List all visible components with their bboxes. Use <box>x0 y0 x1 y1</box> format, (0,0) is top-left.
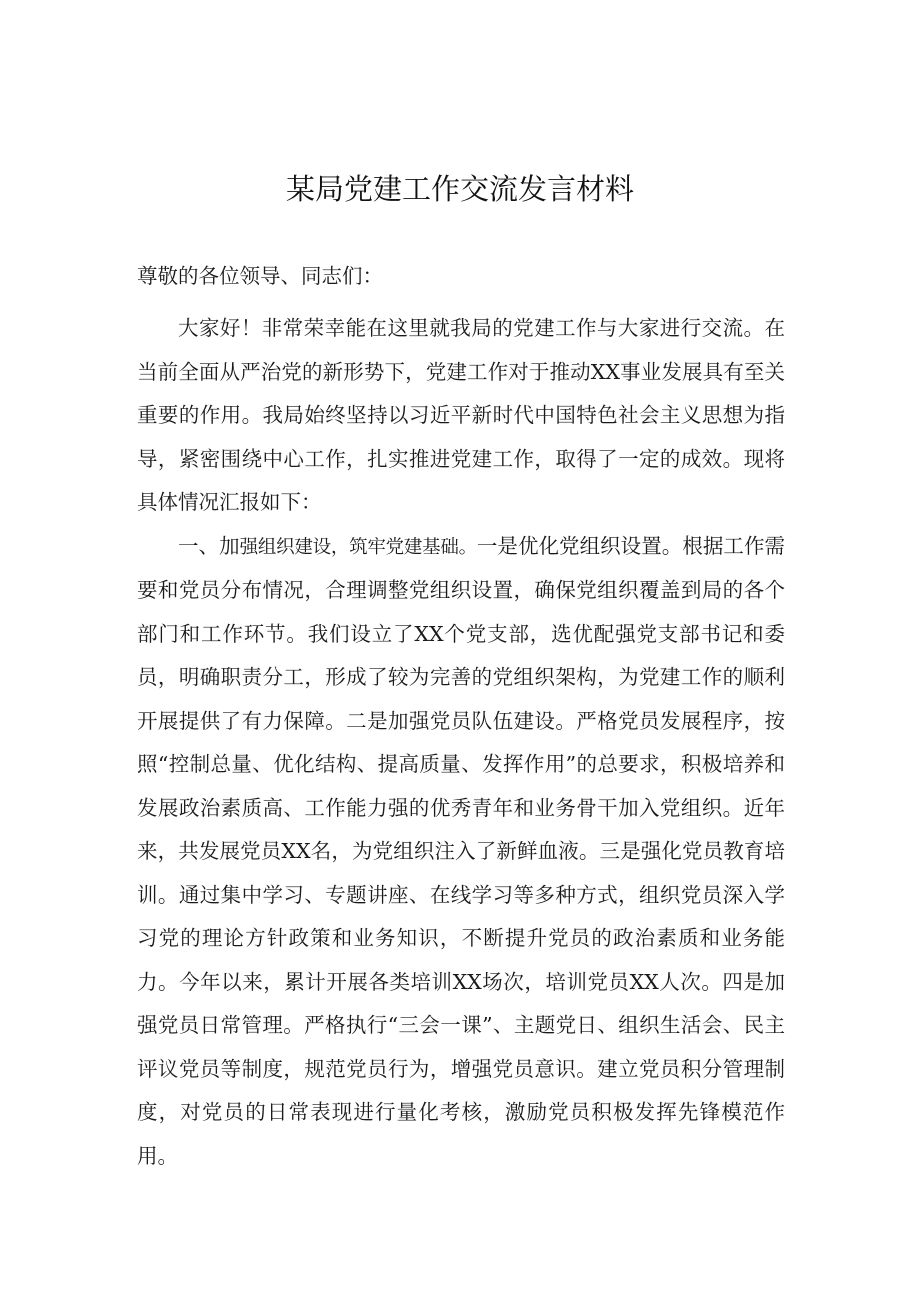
document-body <box>137 307 785 1178</box>
section-one-heading: 强组织建设，筑牢党建基础。 <box>239 536 477 558</box>
section-one-paragraph <box>137 525 785 1179</box>
section-one-prefix: 一、加 <box>178 533 240 558</box>
salutation: 尊敬的各位领导、同志们： <box>137 264 383 288</box>
intro-paragraph: 大家好！非常荣幸能在这里就我局的党建工作与大家进行交流。在当前全面从严治党的新形势下，党建工作对于推动XX事业发展具有至关重要的作用。我局始终坚持以习近平新时代中国特色社会主义思想为指导，紧密围绕中心工作，扎实推进党建工作，取得了一定的成效。现将具体情况汇报如下： <box>137 316 785 514</box>
section-one-body: 一是优化党组织设置。根据工作需要和党员分布情况，合理调整党组织设置，确保党组织覆盖到局的各个部门和工作环节。我们设立了XX个党支部，选优配强党支部书记和委员，明确职责分工，形成了较为完善的党组织架构，为党建工作的顺利开展提供了有力保障。二是加强党员队伍建设。严格党员发展程序，按照“控制总量、优化结构、提高质量、发挥作用”的总要求，积极培养和发展政治素质高、工作能力强的优秀青年和业务骨干加入党组织。近年来，共发展党员XX名，为党组织注入了新鲜血液。三是强化党员教育培训。通过集中学习、专题讲座、在线学习等多种方式，组织党员深入学习党的理论方针政策和业务知识，不断提升党员的政治素质和业务能力。今年以来，累计开展各类培训XX场次，培训党员XX人次。四是加强党员日常管理。严格执行“三会一课”、主题党日、组织生活会、民主评议党员等制度，规范党员行为，增强党员意识。建立党员积分管理制度，对党员的日常表现进行量化考核，激励党员积极发挥先锋模范作用。 <box>137 533 786 1168</box>
document-title: 某局党建工作交流发言材料 <box>285 172 634 206</box>
